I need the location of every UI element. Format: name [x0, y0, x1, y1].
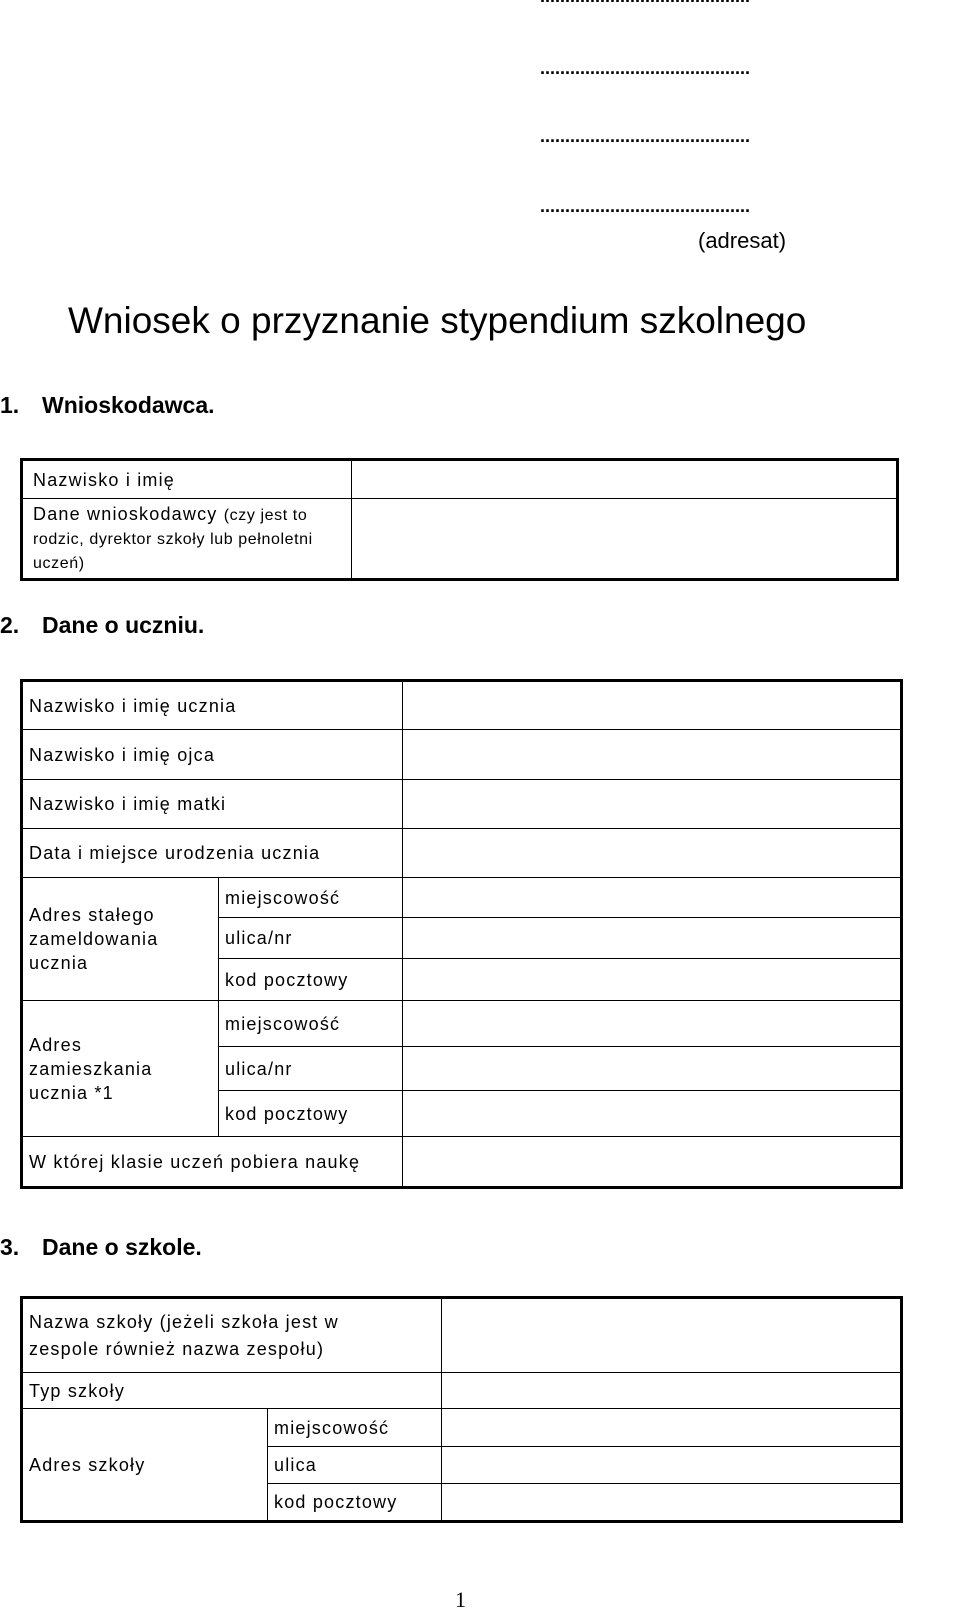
permanent-postal-label: kod pocztowy [219, 959, 403, 1001]
father-name-field[interactable] [403, 730, 902, 780]
residence-address-label: Adres zamieszkania ucznia *1 [22, 1001, 219, 1137]
school-street-field[interactable] [442, 1447, 902, 1484]
school-locality-label: miejscowość [268, 1409, 442, 1447]
section-1-heading [0, 392, 215, 419]
class-label: W której klasie uczeń pobiera naukę [22, 1137, 403, 1188]
addressee-line-3: .......................................... [540, 126, 751, 146]
section-1-number: 1. [0, 392, 20, 418]
section-2-title: Dane o uczniu. [42, 612, 205, 638]
section-3-title: Dane o szkole. [42, 1234, 202, 1260]
applicant-data-label [22, 499, 352, 580]
school-postal-label: kod pocztowy [268, 1484, 442, 1522]
permanent-locality-field[interactable] [403, 878, 902, 918]
page-number: 1 [455, 1587, 466, 1612]
school-postal-field[interactable] [442, 1484, 902, 1522]
father-name-label: Nazwisko i imię ojca [22, 730, 403, 780]
school-address-label: Adres szkoły [22, 1409, 268, 1522]
addressee-line-2: .......................................... [540, 58, 751, 78]
school-locality-field[interactable] [442, 1409, 902, 1447]
permanent-address-label: Adres stałego zameldowania ucznia [22, 878, 219, 1001]
residence-postal-field[interactable] [403, 1091, 902, 1137]
residence-street-field[interactable] [403, 1047, 902, 1091]
permanent-street-field[interactable] [403, 918, 902, 959]
school-name-field[interactable] [442, 1298, 902, 1373]
birth-label: Data i miejsce urodzenia ucznia [22, 829, 403, 878]
birth-field[interactable] [403, 829, 902, 878]
applicant-data-label-note: (czy jest to rodzic, dyrektor szkoły lub pełnoletni uczeń) [33, 506, 313, 572]
section-3-number: 3. [0, 1234, 20, 1260]
addressee-line-4: .......................................... [540, 196, 751, 216]
residence-street-label: ulica/nr [219, 1047, 403, 1091]
applicant-table [20, 458, 899, 581]
applicant-name-label: Nazwisko i imię [22, 460, 352, 499]
applicant-name-field[interactable] [352, 460, 898, 499]
applicant-data-label-main: Dane wnioskodawcy [33, 503, 218, 524]
permanent-locality-label: miejscowość [219, 878, 403, 918]
residence-locality-label: miejscowość [219, 1001, 403, 1047]
school-table [20, 1296, 903, 1523]
school-type-label: Typ szkoły [22, 1373, 442, 1409]
permanent-postal-field[interactable] [403, 959, 902, 1001]
permanent-street-label: ulica/nr [219, 918, 403, 959]
student-name-label: Nazwisko i imię ucznia [22, 681, 403, 730]
school-name-label: Nazwa szkoły (jeżeli szkoła jest w zespole również nazwa zespołu) [22, 1298, 442, 1373]
mother-name-field[interactable] [403, 780, 902, 829]
section-2-number: 2. [0, 612, 20, 638]
residence-postal-label: kod pocztowy [219, 1091, 403, 1137]
section-3-heading [0, 1234, 202, 1261]
document-title: Wniosek o przyznanie stypendium szkolnego [68, 300, 807, 341]
addressee-label: (adresat) [698, 228, 787, 253]
mother-name-label: Nazwisko i imię matki [22, 780, 403, 829]
residence-locality-field[interactable] [403, 1001, 902, 1047]
section-1-title: Wnioskodawca. [42, 392, 215, 418]
applicant-data-field[interactable] [352, 499, 898, 580]
student-name-field[interactable] [403, 681, 902, 730]
class-field[interactable] [403, 1137, 902, 1188]
section-2-heading [0, 612, 204, 639]
addressee-line-1 [540, 0, 750, 7]
student-table [20, 679, 903, 1189]
school-type-field[interactable] [442, 1373, 902, 1409]
school-street-label: ulica [268, 1447, 442, 1484]
